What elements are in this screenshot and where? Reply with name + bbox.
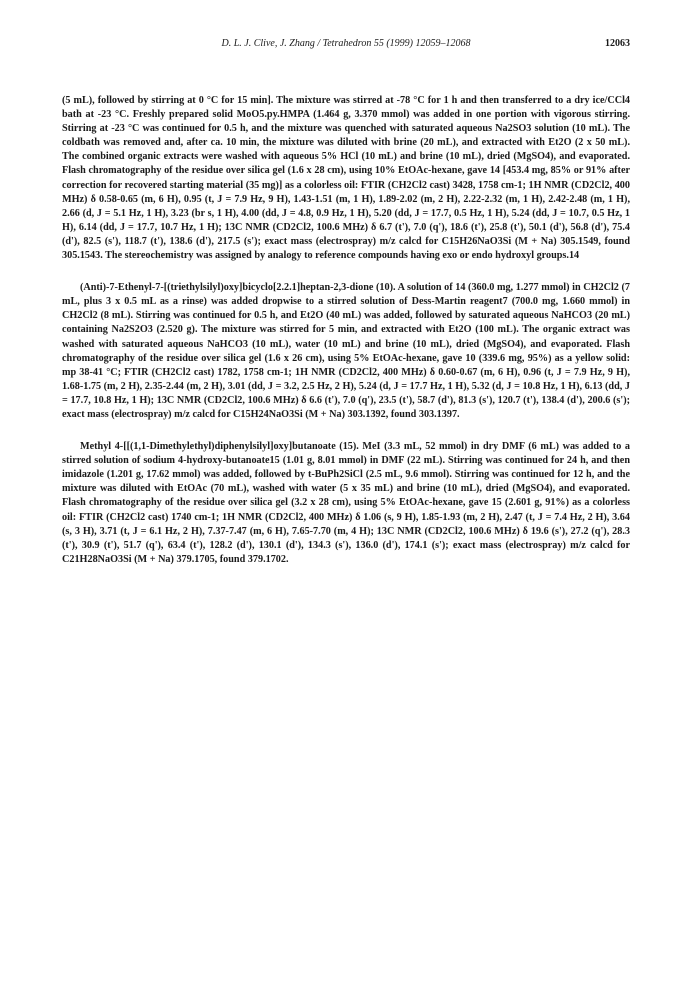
page-number: 12063 xyxy=(605,38,630,49)
paragraph-continued-procedure xyxy=(62,94,630,263)
paragraph-text: MeI (3.3 mL, 52 mmol) in dry DMF (6 mL) was added to a stirred solution of sodium 4-hydroxy-butanoate15 (1.01 g, 8.01 mmol) in DMF (22 mL). Stirring was continued for 24 h, and then imidazole (1.201 g, 17.62 mmol) was added, followed by t-BuPh2SiCl (2.5 mL, 9.6 mmol). Stirring was continued for 12 h, and the mixture was diluted with EtOAc (70 mL), washed with water (5 x 35 mL) and brine (10 mL), dried (MgSO4), and evaporated. Flash chromatography of the residue over silica gel (3.2 x 28 cm), using 5% EtOAc-hexane, gave 15 (2.601 g, 91%) as a colorless oil: FTIR (CH2Cl2 cast) 1740 cm-1; 1H NMR (CD2Cl2, 400 MHz) δ 1.06 (s, 9 H), 1.85-1.93 (m, 2 H), 2.47 (t, J = 7.4 Hz, 2 H), 3.64 (s, 3 H), 3.71 (t, J = 6.1 Hz, 2 H), 7.37-7.47 (m, 6 H), 7.65-7.70 (m, 4 H); 13C NMR (CD2Cl2, 100.6 MHz) δ 19.6 (s'), 27.2 (q'), 28.3 (t'), 30.9 (t'), 51.7 (q'), 63.4 (t'), 128.2 (d'), 130.1 (d'), 134.3 (s'), 136.0 (d'), 174.1 (s'); exact mass (electrospray) m/z calcd for C21H28NaO3Si (M + Na) 379.1705, found 379.1702. xyxy=(62,441,630,565)
paragraph-text: A solution of 14 (360.0 mg, 1.277 mmol) in CH2Cl2 (7 mL, plus 3 x 0.5 mL as a rinse) was added dropwise to a stirred solution of Dess-Martin reagent7 (700.0 mg, 1.660 mmol) in CH2Cl2 (8 mL). Stirring was continued for 0.5 h, and Et2O (40 mL) was added, followed by saturated aqueous NaHCO3 (20 mL) containing Na2S2O3 (2.520 g). The mixture was stirred for 5 min, and extracted with Et2O (100 mL). The organic extract was washed with saturated aqueous NaHCO3 (10 mL), water (10 mL) and brine (10 mL), dried (MgSO4), and evaporated. Flash chromatography of the residue over silica gel (1.6 x 26 cm), using 5% EtOAc-hexane, gave 10 (339.6 mg, 95%) as a yellow solid: mp 38-41 °C; FTIR (CH2Cl2 cast) 1782, 1758 cm-1; 1H NMR (CD2Cl2, 400 MHz) δ 0.60-0.67 (m, 6 H), 0.96 (t, J = 7.9 Hz, 9 H), 1.68-1.75 (m, 2 H), 2.35-2.44 (m, 2 H), 3.01 (dd, J = 3.2, 2.5 Hz, 2 H), 5.24 (d, J = 17.7 Hz, 1 H), 5.32 (d, J = 10.8 Hz, 1 H), 6.13 (dd, J = 17.7, 10.8 Hz, 1 H); 13C NMR (CD2Cl2, 100.6 MHz) δ 6.6 (t'), 7.0 (q'), 23.5 (t'), 58.7 (d'), 81.3 (s'), 120.7 (t'), 138.4 (d'), 200.6 (s'); exact mass (electrospray) m/z calcd for C15H24NaO3Si (M + Na) 303.1392, found 303.1397. xyxy=(62,282,630,420)
compound-heading: Methyl 4-[[(1,1-Dimethylethyl)diphenylsilyl]oxy]butanoate (15). xyxy=(80,441,359,453)
running-title: D. L. J. Clive, J. Zhang / Tetrahedron 55 (1999) 12059–12068 xyxy=(221,38,471,49)
paragraph-compound-15 xyxy=(62,440,630,567)
running-header xyxy=(62,38,630,54)
paragraph-compound-10 xyxy=(62,281,630,422)
paragraph-text: (5 mL), followed by stirring at 0 °C for 15 min]. The mixture was stirred at -78 °C for 1 h and then transferred to a dry ice/CCl4 bath at -23 °C. Freshly prepared solid MoO5.py.HMPA (1.464 g, 3.370 mmol) was added in one portion with vigorous stirring. Stirring at -23 °C was continued for 0.5 h, and the mixture was quenched with saturated aqueous Na2SO3 solution (10 mL). The coldbath was removed and, after ca. 10 min, the mixture was diluted with brine (20 mL), and extracted with Et2O (2 x 50 mL). The combined organic extracts were washed with aqueous 5% HCl (10 mL) and brine (10 mL), dried (MgSO4), and evaporated. Flash chromatography of the residue over silica gel (1.6 x 28 cm), using 10% EtOAc-hexane, gave 14 [453.4 mg, 85% or 91% after correction for recovered starting material (35 mg)] as a colorless oil: FTIR (CH2Cl2 cast) 3428, 1758 cm-1; 1H NMR (CD2Cl2, 400 MHz) δ 0.58-0.65 (m, 6 H), 0.95 (t, J = 7.9 Hz, 9 H), 1.43-1.51 (m, 1 H), 1.89-2.02 (m, 2 H), 2.22-2.32 (m, 1 H), 2.42-2.48 (m, 1 H), 2.66 (d, J = 5.1 Hz, 1 H), 3.23 (br s, 1 H), 4.00 (dd, J = 4.8, 0.9 Hz, 1 H), 5.20 (dd, J = 17.7, 0.5 Hz, 1 H), 5.24 (dd, J = 10.7, 0.5 Hz, 1 H), 6.14 (dd, J = 17.7, 10.7 Hz, 1 H); 13C NMR (CD2Cl2, 100.6 MHz) δ 6.7 (t'), 7.0 (q'), 18.6 (t'), 25.8 (t'), 50.1 (d'), 56.8 (d'), 75.4 (d'), 82.5 (s'), 118.7 (t'), 138.6 (d'), 217.5 (s'); exact mass (electrospray) m/z calcd for C15H26NaO3Si (M + Na) 305.1549, found 305.1543. The stereochemistry was assigned by analogy to reference compounds having exo or endo hydroxyl groups.14 xyxy=(62,95,630,262)
article-body xyxy=(62,94,630,585)
compound-heading: (Anti)-7-Ethenyl-7-[(triethylsilyl)oxy]bicyclo[2.2.1]heptan-2,3-dione (10). xyxy=(80,282,396,294)
